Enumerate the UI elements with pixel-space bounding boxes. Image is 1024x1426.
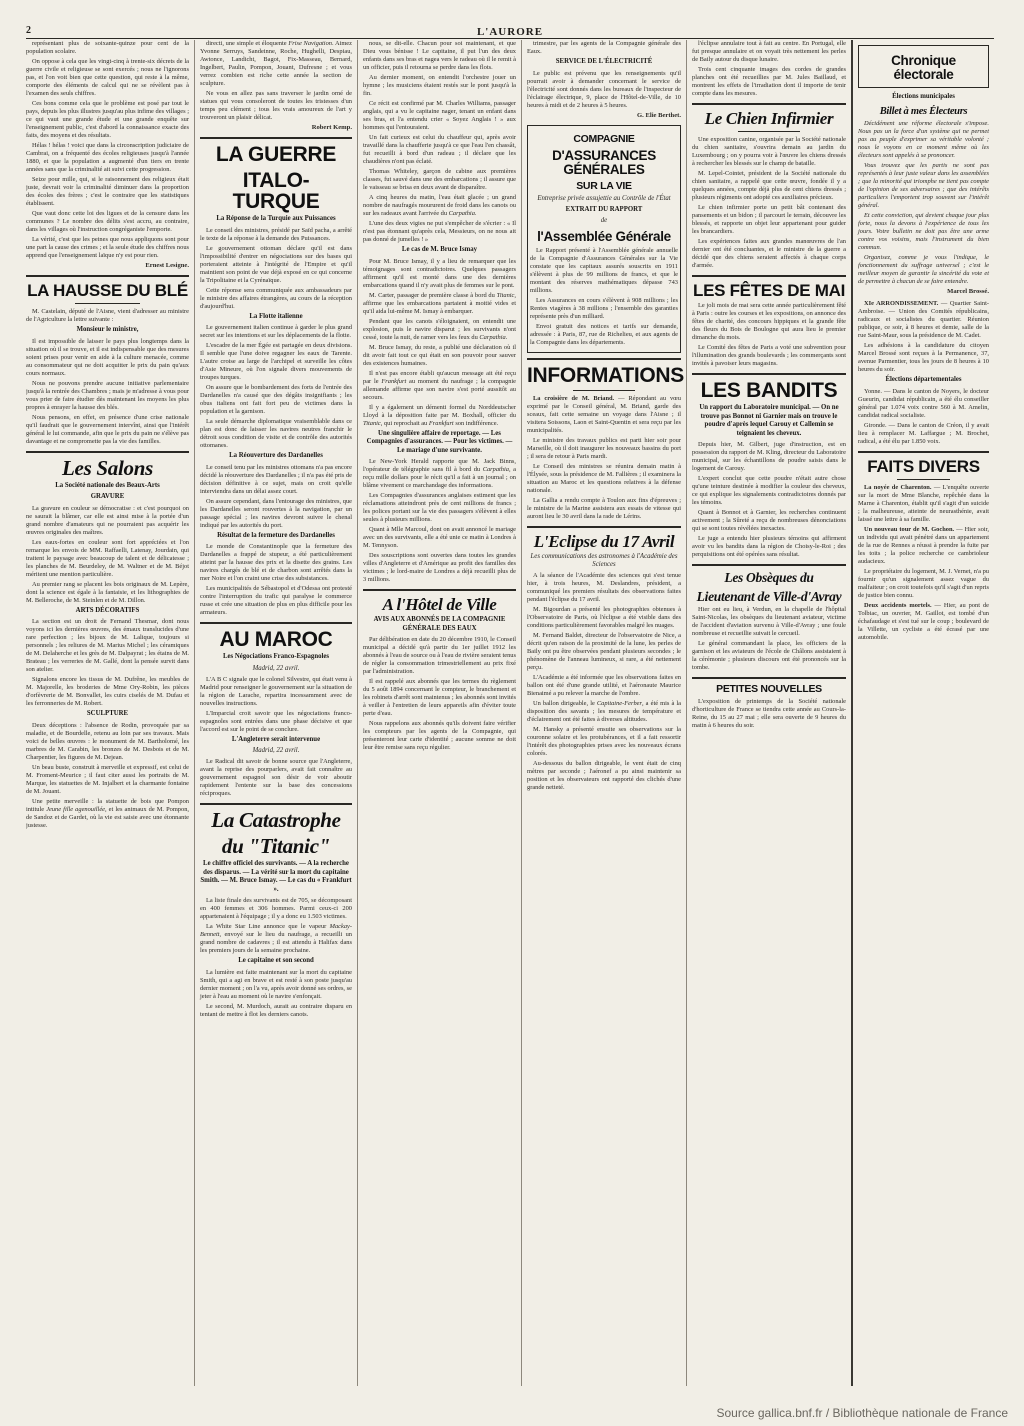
article-subtitle: Les communications des astronomes à l'Académie des Sciences xyxy=(530,552,678,568)
faits-divers-item: Un nouveau tour de M. Gochon. xyxy=(864,525,955,533)
section-heading: Résultat de la fermeture des Dardanelles xyxy=(217,531,335,539)
headline-les-salons: Les Salons xyxy=(62,455,153,480)
section-heading: La Réouverture des Dardanelles xyxy=(229,452,323,459)
article-dateline: Madrid, 22 avril. xyxy=(252,664,300,672)
article-subtitle: La Réponse de la Turquie aux Puissances xyxy=(216,215,336,222)
insurance-notice: COMPAGNIE D'ASSURANCES GÉNÉRALES SUR LA VIE Entreprise privée assujettie au Contrôle de l'État EXTRAIT DU RAPPORT de l'Assemblée Générale Le Rapport présenté à l'Assemblée générale annuelle de la Compagnie d'Assurances Générales sur la Vie constate que les capitaux assurés souscrits en 1911 s'élèvent à plus de 99 millions de francs, et que le montant des réserves mathématiques dépasse 743 millions. Les Assurances en cours s'élèvent à 908 millions ; les Rentes viagères à 38 millions ; l'ensemble des garanties représente près d'un milliard. Envoi gratuit des notices et tarifs sur demande, adressée : à Paris, 87, rue de Richelieu, et aux agents de la Compagnie dans les départements. xyxy=(527,125,681,353)
headline-la-guerre: LA GUERRE xyxy=(215,143,337,166)
headline-fetes-de-mai: LES FÊTES DE MAI xyxy=(693,281,845,300)
headline-faits-divers: FAITS DIVERS xyxy=(867,456,980,476)
newspaper-title: L'AURORE xyxy=(476,26,544,38)
article-lead: M. Castelain, député de l'Aisne, vient d'adresser au ministre de l'Agriculture la lettre suivante : xyxy=(26,308,189,323)
headline-chien-infirmier: Le Chien Infirmier xyxy=(704,109,834,128)
article-subtitle: Un rapport du Laboratoire municipal. — On ne trouve pas Bonnot ni Garnier mais on trouve le poudre d'après lequel Carouy et Callemin se teignaient les cheveux. xyxy=(699,404,839,437)
source-footer: Source gallica.bnf.fr / Bibliothèque nationale de France xyxy=(716,1406,1008,1420)
article-subtitle: Le chiffre officiel des survivants. — A la recherche des disparus. — La vérité sur la mort du capitaine Smith. — M. Bruce Ismay. — Le cas du « Frankfurt ». xyxy=(200,860,352,893)
newspaper-page xyxy=(26,40,994,1386)
column-5: l'éclipse annulaire tout à fait au centre. En Portugal, elle fut presque annulaire et on voyait très nettement les perles de Baily autour du disque lunaire. Trois cent cinquante images des cordes de grandes planches ont été recueillies par M. Jules Baillaud, et montrent les effets de l'irradiation dont il importe de tenir compte dans les mesures. Le Chien Infirmier Une exposition canine, organisée par la Société nationale du chien sanitaire, s'ouvrira demain au jardin du Luxembourg ; on y pourra voir à l'œuvre les chiens dressés à rechercher les blessés sur le champ de bataille. M. Lepel-Cointet, président de la Société nationale du chien sanitaire, a rappelé que cette œuvre, fondée il y a quelques années, compte déjà plus de cent chiens dressés ; plusieurs régiments ont adopté ces auxiliaires précieux. Le chien infirmier porte un petit bât contenant des pansements et un bidon ; il parcourt le terrain, découvre les blessés, et rapporte un objet leur appartenant pour guider les brancardiers. Les expériences faites aux grandes manœuvres de l'an dernier ont été concluantes, et le ministre de la guerre a décidé que des chiens seraient affectés à chaque corps d'armée. LES FÊTES DE MAI Le joli mois de mai sera cette année particulièrement fêté à Paris : outre les courses et les expositions, on annonce des fêtes de charité, des concours hippiques et la grande fête des fleurs du Bois de Boulogne qui aura lieu le premier dimanche du mois. Le Comité des fêtes de Paris a voté une subvention pour l'illumination des grands boulevards ; les commerçants sont invités à pavoiser leurs magasins. LES BANDITS Un rapport du Laboratoire municipal. — On ne trouve pas Bonnot ni Garnier mais on trouve le poudre d'après lequel Carouy et Callemin se teignaient les cheveux. Depuis hier, M. Gilbert, juge d'instruction, est en possession du rapport de M. Kling, directeur du Laboratoire municipal, sur les échantillons de poudre saisis dans le logement de Carouy. L'expert conclut que cette poudre n'était autre chose qu'une teinture destinée à modifier la couleur des cheveux, ce qui explique les signalements contradictoires donnés par les témoins. Quant à Bonnot et à Garnier, les recherches continuent activement ; la Sûreté a reçu de nombreuses dénonciations qui se sont toutes révélées inexactes. Le juge a entendu hier plusieurs témoins qui affirment avoir vu les bandits dans la région de Choisy-le-Roi ; des perquisitions ont été opérées sans résultat. Les Obsèques du Lieutenant de Ville-d'Avray Hier ont eu lieu, à Verdun, en la chapelle de l'hôpital Saint-Nicolas, les obsèques du lieutenant aviateur, victime de l'accident d'aviation survenu à Ville-d'Avray ; une foule nombreuse et recueillie suivait le cercueil. Le général commandant la place, les officiers de la garnison et les aviateurs de l'école de Châlons assistaient à la cérémonie ; plusieurs discours ont été prononcés sur la tombe. PETITES NOUVELLES L'exposition de printemps de la Société nationale d'horticulture de France se tiendra cette année au Cours-la-Reine, du 15 au 27 mai ; elle sera ouverte de 9 heures du matin à 6 heures du soir. xyxy=(686,40,851,1386)
column-4: trimestre, par les agents de la Compagnie générale des Eaux. SERVICE DE L'ÉLECTRICITÉ Le public est prévenu que les renseignements qu'il pourrait avoir à demander concernant le service de l'électricité sont donnés dans les bureaux de l'inspecteur de l'éclairage électrique, 9, place de l'Hôtel-de-Ville, de 10 heures à midi et de 2 heures à 5 heures. G. Elie Berthet. COMPAGNIE D'ASSURANCES GÉNÉRALES SUR LA VIE Entreprise privée assujettie au Contrôle de l'État EXTRAIT DU RAPPORT de l'Assemblée Générale Le Rapport présenté à l'Assemblée générale annuelle de la Compagnie d'Assurances Générales sur la Vie constate que les capitaux assurés souscrits en 1911 s'élèvent à plus de 99 millions de francs, et que le montant des réserves mathématiques dépasse 743 millions. Les Assurances en cours s'élèvent à 908 millions ; les Rentes viagères à 38 millions ; l'ensemble des garanties représente près d'un milliard. Envoi gratuit des notices et tarifs sur demande, adressée : à Paris, 87, rue de Richelieu, et aux agents de la Compagnie dans les départements. INFORMATIONS La croisière de M. Briand. — Répondant au vœu exprimé par le Conseil général, M. Briand, garde des sceaux, fait cette semaine un voyage dans l'Aisne ; il visitera Soissons, Laon et Saint-Quentin et sera reçu par les municipalités. Le ministre des travaux publics est parti hier soir pour Marseille, où il doit inaugurer les nouveaux bassins du port ; il sera de retour à Paris mardi. Le Conseil des ministres se réunira demain matin à l'Élysée, sous la présidence de M. Fallières ; il examinera la situation au Maroc et les questions relatives à la défense nationale. La Gallia a rendu compte à Toulon aux fins d'épreuves ; le ministre de la Marine assistera aux essais de vitesse qui auront lieu le 30 avril dans la rade de Lérins. L'Eclipse du 17 Avril Les communications des astronomes à l'Académie des Sciences A la séance de l'Académie des sciences qui s'est tenue hier, à trois heures, M. Deslandres, président, a communiqué les premiers résultats des observations faites pendant l'éclipse du 17 avril. M. Bigourdan a présenté les photographies obtenues à l'Observatoire de Paris, où l'éclipse a été visible dans des conditions particulièrement favorables malgré les nuages. M. Fernand Baldet, directeur de l'observatoire de Nice, a décrit qu'en raison de la proximité de la lune, les perles de Baily ont pu être observées pendant plusieurs secondes ; le phénomène de l'anneau lumineux, si rare, a été nettement perçu. L'Académie a été informée que les observations faites en ballon ont été d'une grande utilité, et l'aéronaute Maurice Bienaimé a pu relever la marche de l'ombre. Un ballon dirigeable, le Capitaine-Ferber, a été mis à la disposition des savants ; les mesures de température et d'éclairement ont été faites à diverses altitudes. M. Hansky a présenté ensuite ses observations sur la couronne solaire et les protubérances, et il a fait ressortir l'intérêt des photographies prises avec les nouveaux écrans colorés. Au-dessous du ballon dirigeable, le vent était de cinq mètres par seconde ; l'aéronef a pu ainsi maintenir sa position et les observateurs ont rapporté des clichés d'une grande netteté. xyxy=(521,40,686,1386)
article-subtitle: La Société nationale des Beaux-Arts xyxy=(55,481,160,489)
article-subtitle: Les Négociations Franco-Espagnoles xyxy=(222,653,330,660)
headline-chronique-electorale: Chronique électorale xyxy=(891,53,956,82)
headline-hausse-du-ble: LA HAUSSE DU BLÉ xyxy=(27,281,188,300)
article-signature: Marcel Brossé. xyxy=(947,288,989,295)
article-subtitle: Élections municipales xyxy=(892,93,955,100)
masthead xyxy=(26,22,994,39)
faits-divers-item: Deux accidents mortels. xyxy=(864,601,932,609)
page-number: 2 xyxy=(26,25,32,36)
headline-au-maroc: AU MAROC xyxy=(219,628,333,651)
article-subtitle: AVIS AUX ABONNÉS DE LA COMPAGNIE GÉNÉRALE DES EAUX xyxy=(373,616,506,632)
headline-obseques-2: Lieutenant de Ville-d'Avray xyxy=(696,588,842,604)
section-heading: Le capitaine et son second xyxy=(238,957,314,964)
article-signature: Ernest Lesigne. xyxy=(145,262,189,269)
headline-obseques-1: Les Obsèques du xyxy=(724,570,814,585)
article-heading: Billet à mes Électeurs xyxy=(879,105,968,117)
headline-hotel-de-ville: A l'Hôtel de Ville xyxy=(382,595,497,614)
section-heading: ARTS DÉCORATIFS xyxy=(75,606,140,614)
column-3: nous, se dit-elle. Chacun pour soi maintenant, et que Dieu vous bénisse ! Le capitaine, il put l'un des deux enfants dans ses bras et nagea vers le radeau où il le remit à un officier, puis il retourna se perdre dans les flots. Au dernier moment, on entendit l'orchestre jouer un hymne ; les musiciens étaient restés sur le pont jusqu'à la fin. Ce récit est confirmé par M. Charles Williams, passager anglais, qui a vu le capitaine nager, tenant un enfant dans ses bras, et l'a entendu crier « Soyez Anglais ! » aux hommes qui l'entouraient. Un fait curieux est celui du chauffeur qui, après avoir travaillé dans la chaufferie jusqu'à ce que l'eau l'en chassât, fut recueilli à bord d'un radeau ; il déclare que les chaudières n'ont pas éclaté. Thomas Whiteley, garçon de cabine aux premières classes, fut sauvé dans une des embarcations ; il assure que le vaisseau se brisa en deux avant de disparaître. A cinq heures du matin, l'eau était glacée ; un grand nombre de naufragés moururent de froid dans les canots ou sur les radeaux avant l'arrivée du Carpathia. L'une des deux vigies ne put s'empêcher de s'écrier : « Il n'est pas étonnant qu'après cela, Messieurs, on ne nous ait pas donné de jumelles ! » Le cas de M. Bruce Ismay Pour M. Bruce Ismay, il y a lieu de remarquer que les témoignages sont contradictoires. Quelques passagers affirment qu'il est monté dans une des dernières embarcations quand il n'y avait plus de femmes sur le pont. M. Carter, passager de première classe à bord du Titanic, affirme que les embarcations partaient à moitié vides et qu'il aida lui-même M. Ismay à embarquer. Pendant que les canots s'éloignaient, on entendit une explosion, puis le navire disparut ; les survivants n'ont cessé, toute la nuit, de ramer vers les feux du Carpathia. M. Bruce Ismay, du reste, a publié une déclaration où il dit avoir fait tout ce qui était en son pouvoir pour sauver des existences humaines. Il n'est pas encore établi qu'aucun message ait été reçu par le Frankfurt au moment du naufrage ; la compagnie allemande affirme que son navire s'est porté aussitôt au secours. Il y a également un démenti formel du Norddeutscher Lloyd à la déposition faite par M. Boxhall, officier du Titanic, qui reprochait au Frankfurt son indifférence. Une singulière affaire de reportage. — Les Compagnies d'assurances. — Pour les victimes. — Le mariage d'une survivante. Le New-York Herald rapporte que M. Jack Binns, l'opérateur de télégraphie sans fil à bord du Carpathia, a reçu mille dollars pour le récit qu'il a fait à un journal ; on blâme vivement ce marchandage des informations. Les Compagnies d'assurances anglaises estiment que les réclamations atteindront près de cent millions de francs ; les polices portant sur la vie des passagers s'élèvent à elles seules à plusieurs millions. Quant à Mlle Marcoul, dont on avait annoncé le mariage avec un des survivants, elle a été unie ce matin à Londres à M. Tennyson. Des souscriptions sont ouvertes dans toutes les grandes villes d'Angleterre et d'Amérique au profit des familles des victimes ; le lord-maire de Londres a déjà recueilli plus de 3 millions. A l'Hôtel de Ville AVIS AUX ABONNÉS DE LA COMPAGNIE GÉNÉRALE DES EAUX Par délibération en date du 20 décembre 1910, le Conseil municipal a décidé qu'à partir du 1er juillet 1912 les abonnés à l'eau de source ou à l'eau de rivière seraient tenus de régler la consommation trimestriellement au prix fixé par l'administration. Il est rappelé aux abonnés que les termes du règlement du 5 août 1894 concernant le compteur, le branchement et les robinets d'arrêt sont maintenus ; les abonnés sont invités à veiller à l'entretien de leurs appareils afin d'éviter toute perte d'eau. Nous rappelons aux abonnés qu'ils doivent faire vérifier les compteurs par les agents de la Compagnie, qui présenteront leur carte d'identité ; aucune somme ne doit leur être remise sans reçu régulier. xyxy=(357,40,521,1386)
section-heading: Une singulière affaire de reportage. — Les Compagnies d'assurances. — Pour les victimes. — Le mariage d'une survivante. xyxy=(366,429,513,454)
headline-les-bandits: LES BANDITS xyxy=(700,379,838,402)
headline-informations: INFORMATIONS xyxy=(527,363,684,387)
column-1: représentant plus de soixante-quinze pour cent de la population scolaire. On oppose à cela que les vingt-cinq à trente-six décrets de la guerre civile et religieuse se sont exercés ; nous ne l'ignorons pas, et l'on voit bien que cette question, qui reste à la même, comporte des éléments de calcul qui ne se révèlent pas à l'examen des seuls chiffres. Ces bons comme cela que le problème est posé par tout le pays, depuis les plus illustres jusqu'au plus infime des villages ; ce qui vaut une grande étude et une grande enquête sur l'enseignement public, c'est d'abord la connaissance exacte des faits, des moyens et des résultats. Hélas ! hélas ! voici que dans la circonscription judiciaire de Cambrai, on a fréquenté des écoles religieuses jusqu'à l'année 1880, et que la population a augmenté d'un tiers en trente années sans que la criminalité ait suivi cette progression. Seize pour mille, qui, si le raisonnement des religieux était juste, devrait voir la criminalité diminuer dans la proportion des écoles des frères ; c'est le contraire que les statistiques établissent. Que vaut donc cette loi des ligues et de la censure dans les communes ? Le nombre des délits s'est accru, au contraire, dans les villages où l'instruction congréganiste l'emporte. La vérité, c'est que les peines que nous appliquons sont pour une part la cause des crimes ; et la seule étude des chiffres nous apprend que l'enseignement laïque n'y est pour rien. Ernest Lesigne. LA HAUSSE DU BLÉ M. Castelain, député de l'Aisne, vient d'adresser au ministre de l'Agriculture la lettre suivante : Monsieur le ministre, Il est impossible de laisser le pays plus longtemps dans la situation où il se trouve, et il est indispensable que des mesures soient prises pour venir en aide à la culture menacée, comme au consommateur qui ne doit acquitter le prix du pain qu'aux cours normaux. Nous ne pouvons prendre aucune initiative parlementaire jusqu'à la rentrée des Chambres ; mais je m'adresse à vous pour vous prier de faire étudier dès maintenant les moyens les plus propres à enrayer la hausse des blés. Nous pensons, en effet, en présence d'une crise nationale qu'il faudrait que le gouvernement intervînt, ainsi que l'intérêt général le lui commande, afin que le prix du pain ne s'élève pas davantage et ne compromette pas la vie des familles. Les Salons La Société nationale des Beaux-Arts GRAVURE La gravure en couleur se démocratise : et c'est pourquoi on ne saurait la blâmer, car elle est ainsi mise à la portée d'un grand nombre d'amateurs qui ne pourraient pas acquérir les œuvres originales des maîtres. Les eaux-fortes en couleur sont fort appréciées et l'on remarque les envois de MM. Raffaelli, Latenay, Jourdain, qui traitent le paysage avec beaucoup de talent et de délicatesse ; les planches de M. Beurdeley, de M. Waltner et de M. Béjot méritent une mention particulière. Au premier rang se placent les bois originaux de M. Lepère, dont la science est égale à la fantaisie, et les lithographies de M. Belleroche, de M. Steinlen et de M. Dillon. ARTS DÉCORATIFS La section est un droit de Fernand Thesmar, dont nous voyons ici les dernières œuvres, des émaux translucides d'une rare perfection ; les bijoux de M. Lalique, toujours si personnels ; les reliures de M. Marius Michel ; les céramiques de M. Delaherche et les grès de M. Dalpayrat ; les étains de M. Brateau ; les verreries de M. Gallé, dont la pensée survit dans son atelier. Signalons encore les tissus de M. Dufrêne, les meubles de M. Majorelle, les broderies de Mme Ory-Robin, les pièces d'orfèvrerie de M. Bonvallet, les cuirs ciselés de M. Dufau et les ferronneries de M. Robert. SCULPTURE Deux déceptions : l'absence de Rodin, provoquée par sa maladie, et de Bourdelle, retenu au loin par ses travaux. Mais voici de belles œuvres : le monument de M. Bartholomé, les marbres de M. Carabin, les bronzes de M. Desbois et de M. Charpentier, les figures de M. Dejean. Un beau buste, construit à merveille et expressif, est celui de M. Froment-Meurice ; il faut citer aussi les portraits de M. Marque, les statuettes de M. Injalbert et la charmante fontaine de M. Jouant. Une petite merveille : la statuette de bois que Pompon intitule Jeune fille agenouillée, et les animaux de M. Pompon, de Sandoz et de Gardet, où la vie est saisie avec une étonnante justesse. xyxy=(26,40,189,829)
headline-italo-turque: ITALO-TURQUE xyxy=(232,169,320,213)
section-heading: SERVICE DE L'ÉLECTRICITÉ xyxy=(555,58,653,65)
article-salutation: Monsieur le ministre, xyxy=(76,326,139,333)
section-heading: Le cas de M. Bruce Ismay xyxy=(401,246,478,253)
column-6: Chronique électorale Élections municipales Billet à mes Électeurs Décidément une réforme électorale s'impose. Nous pas un la force d'un système qui ne permet pas au peuple d'exprimer sa véritable volonté ; nous le voyons en ce moment même où les électeurs sont appelés à se prononcer. Vous trouvez que les partis ne sont pas représentés à leur juste valeur dans les assemblées ; que la minorité qui triomphe ne tient pas compte de l'opinion de ses adversaires ; que des intérêts particuliers l'emportent trop souvent sur l'intérêt général. Et cette conviction, qui devient chaque jour plus forte, nous la devons à l'expérience de tous les jours. Votre bulletin ne doit pas être une arme contre vos voisins, mais l'instrument du bien commun. Organisez, comme je vous l'indique, le fonctionnement du suffrage universel ; c'est le meilleur moyen de garantir la sincérité du vote et de permettre à chacun de se faire entendre. Marcel Brossé. XIe ARRONDISSEMENT. — Quartier Saint-Ambroise. — Union des Comités républicains, radicaux et socialistes du quartier. Réunion publique, ce soir, à 8 heures et demie, salle de la rue Saint-Maur, sous la présidence de M. Cadet. Les adhésions à la candidature du citoyen Marcel Brossé sont reçues à la Permanence, 37, avenue Parmentier, tous les jours de 8 heures à 10 heures du soir. Élections départementales Yonne. — Dans le canton de Noyers, le docteur Gueurin, candidat républicain, a été élu conseiller général par 1.074 voix contre 560 à M. Amelin, candidat radical socialiste. Gironde. — Dans le canton de Créon, il y avait lieu à remplacer M. Laffargue ; M. Brochet, radical, a été élu par 1.850 voix. FAITS DIVERS La noyée de Charenton. — L'enquête ouverte sur la mort de Mme Blanche, repêchée dans la Marne à Charenton, établit qu'il s'agit d'un suicide ; la malheureuse, atteinte de neurasthénie, avait laissé une lettre à sa famille. Un nouveau tour de M. Gochon. — Hier soir, un individu qui avait pénétré dans un appartement de la rue de Rennes a réussi à prendre la fuite par les toits ; la police recherche ce cambrioleur audacieux. Le propriétaire du logement, M. J. Vernet, n'a pu fournir qu'un signalement assez vague du malfaiteur ; on croit toutefois qu'il s'agit d'un repris de justice bien connu. Deux accidents mortels. — Hier, au pont de Tolbiac, un ouvrier, M. Gaillot, est tombé d'un échafaudage et s'est tué sur le coup ; boulevard de la Villette, un cycliste a été écrasé par une automobile. xyxy=(851,40,994,1386)
section-heading: L'Angleterre serait intervenue xyxy=(231,735,321,743)
headline-la-catastrophe: La Catastrophe xyxy=(211,808,341,832)
chronique-electorale-header xyxy=(858,45,989,88)
section-heading: SCULPTURE xyxy=(86,710,129,717)
section-heading: La Flotte italienne xyxy=(249,312,303,320)
article-dateline: Madrid, 22 avril. xyxy=(252,747,300,754)
headline-petites-nouvelles: PETITES NOUVELLES xyxy=(716,683,822,695)
headline-du-titanic: du "Titanic" xyxy=(221,834,331,858)
section-heading: GRAVURE xyxy=(90,493,125,500)
section-heading: Élections départementales xyxy=(885,376,962,383)
headline-eclipse: L'Eclipse du 17 Avril xyxy=(533,531,675,551)
column-2: directi, une simple et éloquente Frise Navigation. Aimez Yvonne Serruys, Sandeinne, Roche, Hughelli, Despiau, Awtonce, Landicht, Bagot, Fix-Masseau, Bernard, Ingelbert, Paulin, Pompon, Jouant, Dufresne ; et vous verrez combien est riche cette année la section de sculpture. Ne vous en allez pas sans traverser le jardin orné de statues qui vous consoleront de toutes les tristesses d'un temps peu clément ; tous les vrais amoureux de l'art y trouveront un plaisir délicat. Robert Kemp. LA GUERRE ITALO-TURQUE La Réponse de la Turquie aux Puissances Le conseil des ministres, présidé par Saïd pacha, a arrêté le texte de la réponse à la demande des Puissances. Le gouvernement ottoman déclare qu'il est dans l'impossibilité d'entrer en négociations sur des bases qui porteraient atteinte à l'intégrité de l'Empire et qu'il maintient son point de vue déjà exposé en ce qui concerne la Tripolitaine et la Cyrénaïque. Cette réponse sera communiquée aux ambassadeurs par le ministre des affaires étrangères, au cours de la réception d'aujourd'hui. La Flotte italienne Le gouvernement italien continue à garder le plus grand secret sur les intentions et sur les déplacements de la flotte. L'escadre de la mer Égée est partagée en deux divisions. Il semble que l'une doive regagner les eaux de Tarente. L'autre croise au large de l'archipel et surveille les côtes d'Asie Mineure, où l'on signale divers mouvements de troupes turques. On assure que le bombardement des forts de l'entrée des Dardanelles n'a causé que des dégâts insignifiants ; les obus italiens ont fait fort peu de victimes dans la population et la garnison. La seule démarche diplomatique vraisemblable dans ce plan est donc de laisser les navires neutres franchir le détroit sous condition de visite et de contrôle des autorités ottomanes. La Réouverture des Dardanelles Le conseil tenu par les ministres ottomans n'a pas encore décidé la réouverture des Dardanelles ; il n'a pas été pris de décision définitive à ce sujet, mais on croit qu'elle interviendra dans un délai assez court. On assure cependant, dans l'entourage des ministres, que les Dardanelles seront rouvertes à la navigation, par un passage spécial ; les navires devront suivre le chenal indiqué par les autorités du port. Résultat de la fermeture des Dardanelles Le monde de Constantinople que la fermeture des Dardanelles a frappé de stupeur, a été particulièrement atteint par la hausse des prix et la disette des grains. Les navires chargés de blé et de charbon sont arrêtés dans la mer Noire et l'on craint une crise des subsistances. Les municipalités de Sébastopol et d'Odessa ont protesté contre l'interruption du trafic qui paralyse le commerce russe et crée une situation de plus en plus difficile pour les armateurs. AU MAROC Les Négociations Franco-Espagnoles Madrid, 22 avril. L'A B C signale que le colonel Silvestre, qui était venu à Madrid pour renseigner le gouvernement sur la situation de la région de Larache, repartira incessamment avec de nouvelles instructions. L'Imparcial croit savoir que les négociations franco-espagnoles sont entrées dans une phase décisive et que l'accord est sur le point de se conclure. L'Angleterre serait intervenue Madrid, 22 avril. Le Radical dit savoir de bonne source que l'Angleterre, avant la reprise des pourparlers, avait fait connaître au gouvernement espagnol son désir de voir aboutir rapidement l'entente sur la base des concessions réciproques. La Catastrophe du "Titanic" Le chiffre officiel des survivants. — A la recherche des disparus. — La vérité sur la mort du capitaine Smith. — M. Bruce Ismay. — Le cas du « Frankfurt ». La liste finale des survivants est de 705, se décomposant en 400 femmes et 306 hommes. Parmi ceux-ci 200 appartenaient à l'équipage ; il y a donc eu 1.503 victimes. La White Star Line annonce que le vapeur Mackay-Bennett, envoyé sur le lieu du naufrage, a recueilli un grand nombre de cadavres ; il est attendu à Halifax dans les premiers jours de la semaine prochaine. Le capitaine et son second La lumière est faite maintenant sur la mort du capitaine Smith, qui a agi en brave et est resté à son poste jusqu'au dernier moment ; on l'a vu, après avoir donné ses ordres, se jeter à l'eau au moment où le navire s'enfonçait. Le second, M. Murdoch, aurait au contraire disparu en tentant de mettre à flot les derniers canots. xyxy=(194,40,357,1386)
article-signature: G. Elie Berthet. xyxy=(637,111,681,119)
